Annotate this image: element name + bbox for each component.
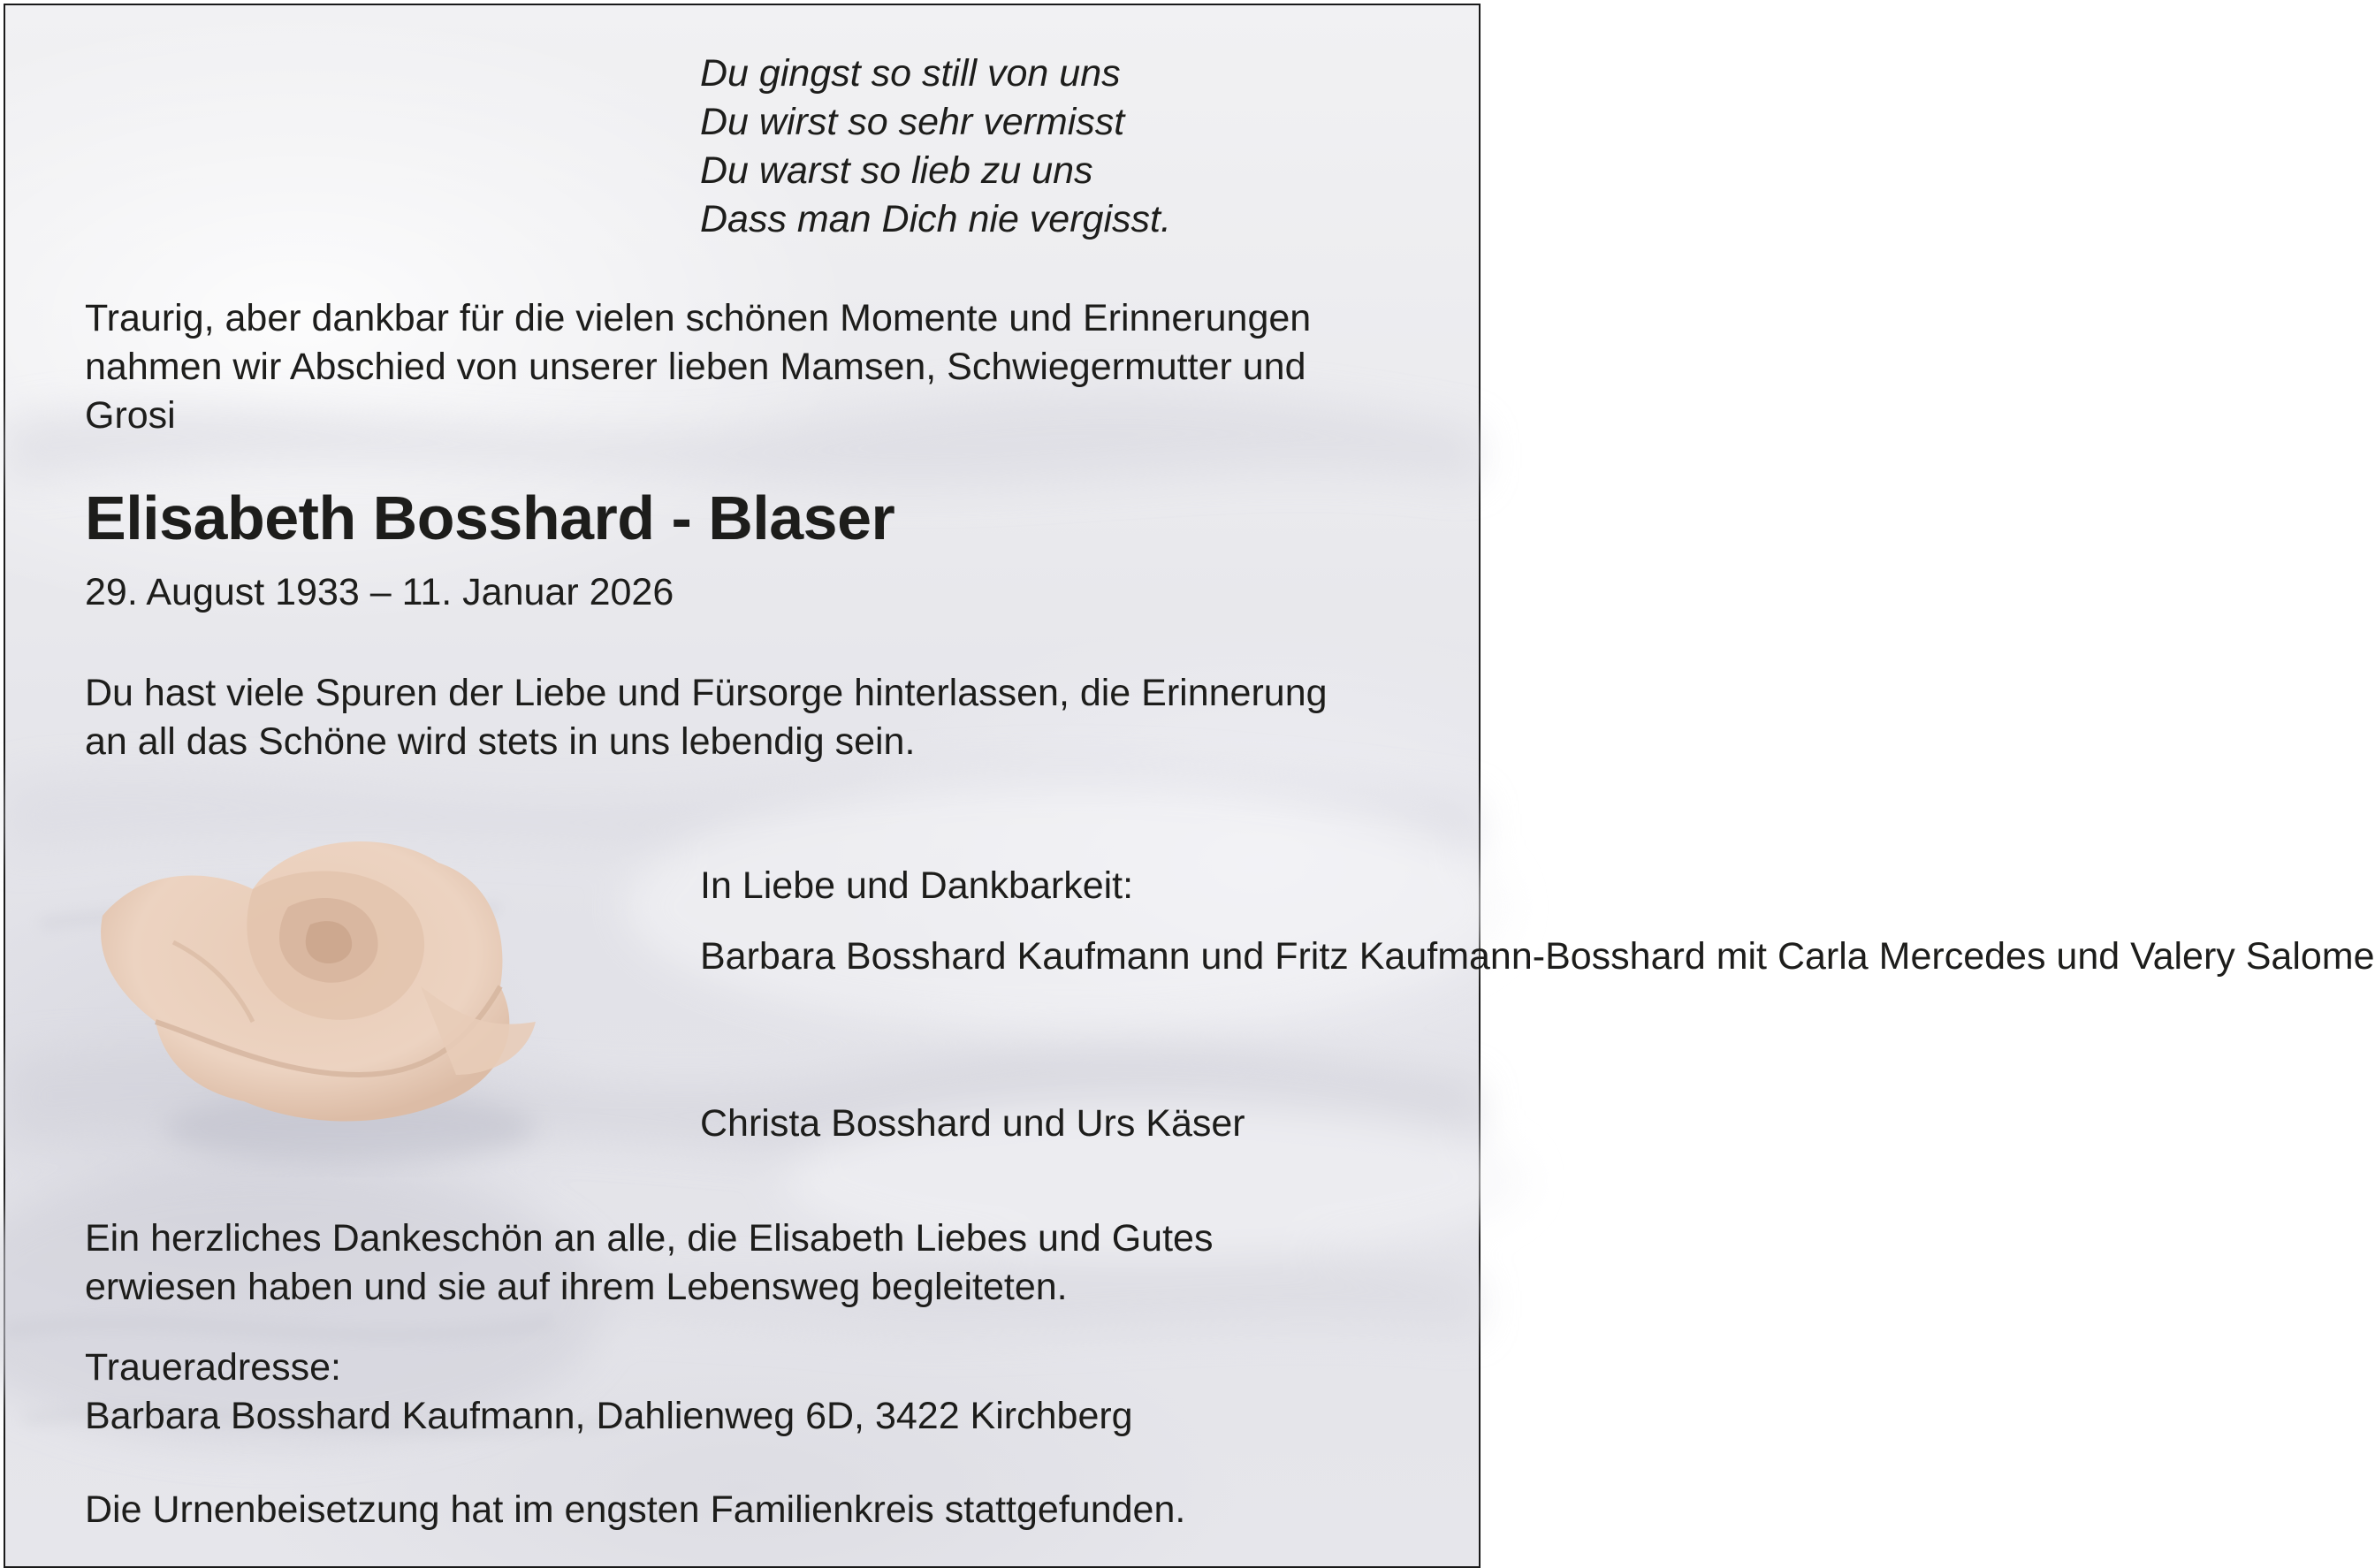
message-line: Du hast viele Spuren der Liebe und Fürsorge hinterlassen, die Erinnerung — [85, 672, 1328, 714]
burial-note: Die Urnenbeisetzung hat im engsten Familienkreis stattgefunden. — [85, 1488, 1186, 1531]
mourner-line: Fritz Kaufmann-Bosshard — [1275, 935, 1706, 978]
mourners-group-2: Christa Bosshard und Urs Käser — [700, 1102, 1245, 1145]
poem-line: Du warst so lieb zu uns — [700, 149, 1093, 192]
message-text — [85, 669, 1328, 766]
deceased-name: Elisabeth Bosshard - Blaser — [85, 483, 895, 552]
poem-line: Du gingst so still von uns — [700, 52, 1121, 95]
obituary-card — [4, 4, 2375, 1568]
poem-line: Dass man Dich nie vergisst. — [700, 198, 1171, 240]
intro-line: Grosi — [85, 394, 176, 437]
rose-image — [67, 810, 562, 1181]
address-value: Barbara Bosshard Kaufmann, Dahlienweg 6D, 3422 Kirchberg — [85, 1395, 1133, 1437]
thanks-text — [85, 1214, 1213, 1312]
mourners-heading: In Liebe und Dankbarkeit: — [700, 864, 1134, 907]
thanks-line: Ein herzliches Dankeschön an alle, die Elisabeth Liebes und Gutes — [85, 1217, 1214, 1260]
intro-line: Traurig, aber dankbar für die vielen schönen Momente und Erinnerungen — [85, 297, 1312, 339]
message-line: an all das Schöne wird stets in uns lebendig sein. — [85, 720, 916, 763]
poem-line: Du wirst so sehr vermisst — [700, 101, 1125, 143]
intro-line: nahmen wir Abschied von unserer lieben Mamsen, Schwiegermutter und — [85, 346, 1306, 388]
address-label: Traueradresse: — [85, 1346, 341, 1389]
poem — [700, 49, 1171, 244]
mourner-line: Barbara Bosshard Kaufmann und — [700, 935, 1265, 978]
intro-text — [85, 294, 1311, 440]
life-dates: 29. August 1933 – 11. Januar 2026 — [85, 571, 674, 613]
thanks-line: erwiesen haben und sie auf ihrem Lebensweg begleiteten. — [85, 1266, 1068, 1308]
mourner-line: mit Carla Mercedes und Valery Salome — [1716, 935, 2375, 978]
mourners-group-1 — [700, 932, 2375, 981]
